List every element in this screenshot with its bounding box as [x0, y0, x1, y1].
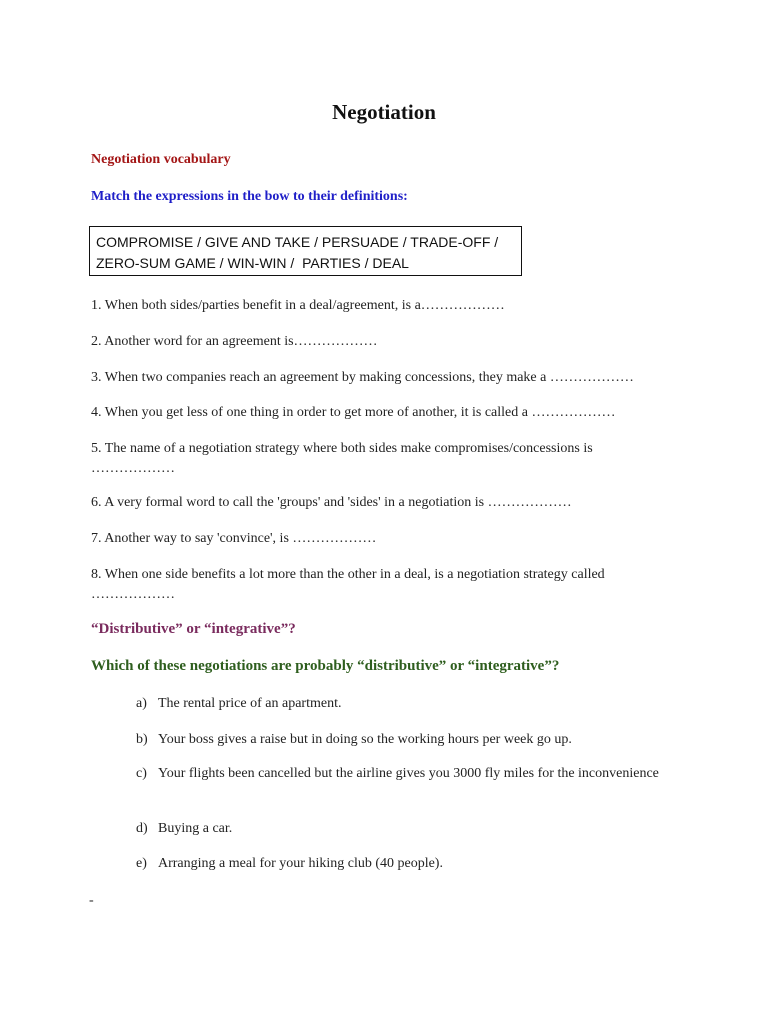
question-8-blank: ……………… [91, 587, 175, 602]
option-letter: c) [136, 766, 147, 781]
match-instruction: Match the expressions in the bow to their definitions: [91, 189, 408, 204]
distributive-heading: “Distributive” or “integrative”? [91, 621, 296, 637]
question-3: 3. When two companies reach an agreement by making concessions, they make a ……………… [91, 370, 634, 385]
option-text: Buying a car. [158, 821, 233, 836]
distributive-instruction: Which of these negotiations are probably “distributive” or “integrative”? [91, 658, 560, 674]
question-8: 8. When one side benefits a lot more than the other in a deal, is a negotiation strategy called [91, 567, 605, 582]
option-letter: e) [136, 856, 147, 871]
option-letter: a) [136, 696, 147, 711]
vocabulary-box [89, 226, 522, 276]
vocabulary-box-line-1: COMPROMISE / GIVE AND TAKE / PERSUADE / TRADE-OFF / [96, 234, 499, 250]
question-1: 1. When both sides/parties benefit in a deal/agreement, is a……………… [91, 298, 505, 313]
option-text: The rental price of an apartment. [158, 696, 342, 711]
vocabulary-heading: Negotiation vocabulary [91, 152, 231, 167]
question-2: 2. Another word for an agreement is……………… [91, 334, 378, 349]
question-6: 6. A very formal word to call the 'groups' and 'sides' in a negotiation is ……………… [91, 495, 572, 510]
question-5: 5. The name of a negotiation strategy where both sides make compromises/concessions is [91, 441, 593, 456]
footer-dash: - [89, 893, 94, 908]
option-text: Arranging a meal for your hiking club (40 people). [158, 856, 443, 871]
option-text: Your boss gives a raise but in doing so the working hours per week go up. [158, 732, 572, 747]
vocabulary-box-line-2: ZERO-SUM GAME / WIN-WIN / PARTIES / DEAL [96, 255, 409, 271]
option-text: Your flights been cancelled but the airline gives you 3000 fly miles for the inconvenience [158, 766, 659, 781]
question-7: 7. Another way to say 'convince', is ……………… [91, 531, 377, 546]
page-title: Negotiation [332, 100, 436, 124]
option-letter: b) [136, 732, 148, 747]
question-5-blank: ……………… [91, 461, 175, 476]
question-4: 4. When you get less of one thing in order to get more of another, it is called a ……………… [91, 405, 616, 420]
option-letter: d) [136, 821, 148, 836]
